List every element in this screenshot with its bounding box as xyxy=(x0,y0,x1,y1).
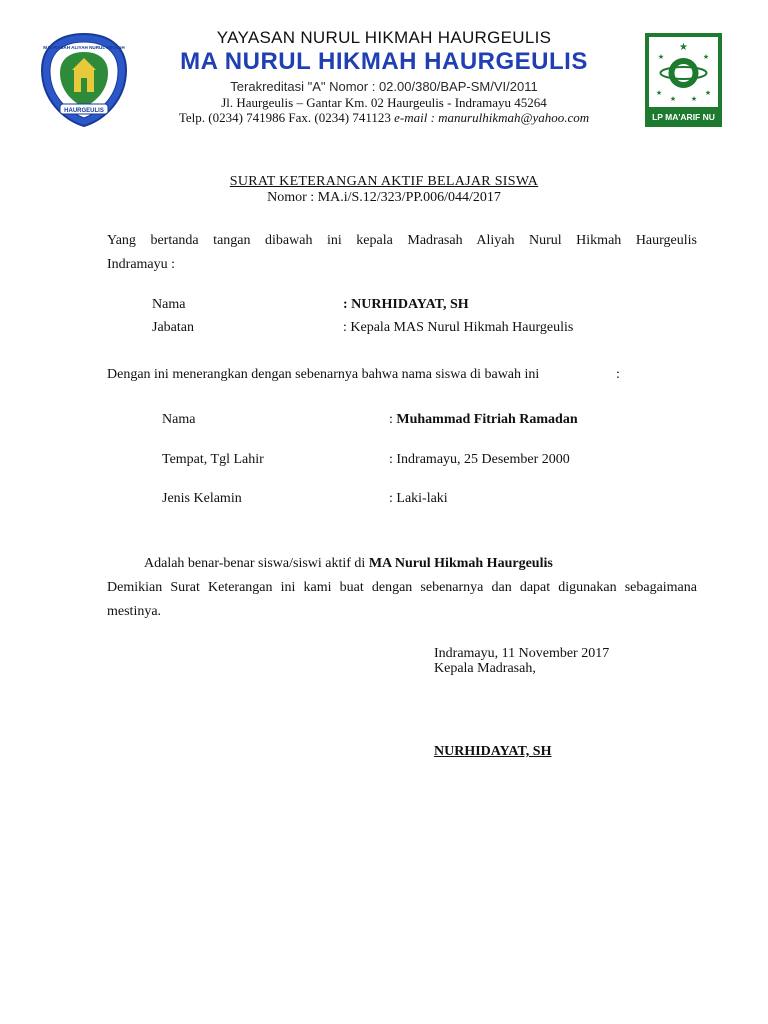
official-name-label: Nama xyxy=(152,297,186,312)
signer-title: Kepala Madrasah, xyxy=(434,661,536,676)
statement-colon: : xyxy=(616,367,620,382)
student-birth-label: Tempat, Tgl Lahir xyxy=(162,452,264,467)
official-position-label: Jabatan xyxy=(152,320,194,335)
active-school: MA Nurul Hikmah Haurgeulis xyxy=(368,556,553,571)
svg-text:★: ★ xyxy=(690,95,698,103)
signer-name: NURHIDAYAT, SH xyxy=(434,744,552,759)
place-date: Indramayu, 11 November 2017 xyxy=(434,646,610,661)
svg-text:★: ★ xyxy=(655,89,663,97)
student-name-value: Muhammad Fitriah Ramadan xyxy=(396,412,578,427)
accreditation: Terakreditasi "A" Nomor : 02.00/380/BAP-SM/VI/2011 xyxy=(230,79,538,94)
student-name-row: : Muhammad Fitriah Ramadan xyxy=(389,412,578,427)
address: Jl. Haurgeulis – Gantar Km. 02 Haurgeulis - Indramayu 45264 xyxy=(221,95,547,110)
svg-text:★: ★ xyxy=(679,42,688,53)
letter-title: SURAT KETERANGAN AKTIF BELAJAR SISWA xyxy=(229,174,539,189)
logo-arc-text: MADRASAH ALIYAH NURUL HIKMAH xyxy=(43,45,125,50)
email: e-mail : manurulhikmah@yahoo.com xyxy=(394,110,590,125)
phone-fax: Telp. (0234) 741986 Fax. (0234) 741123 xyxy=(178,110,395,125)
svg-text:★: ★ xyxy=(657,53,665,61)
maarif-label: LP MA'ARIF NU xyxy=(652,112,715,122)
student-birth-value: : Indramayu, 25 Desember 2000 xyxy=(389,452,570,467)
contact-line xyxy=(0,110,768,126)
school-name: MA NURUL HIKMAH HAURGEULIS xyxy=(180,48,588,75)
closing-paragraph: Demikian Surat Keterangan ini kami buat dengan sebenarnya dan dapat digunakan sebagaimana mestinya. xyxy=(107,580,697,619)
letter-number: Nomor : MA.i/S.12/323/PP.006/044/2017 xyxy=(267,190,501,205)
active-statement: Adalah benar-benar siswa/siswi aktif di MA Nurul Hikmah Haurgeulis xyxy=(144,556,553,571)
student-gender-value: : Laki-laki xyxy=(389,491,448,506)
statement: Dengan ini menerangkan dengan sebenarnya bahwa nama siswa di bawah ini xyxy=(107,367,540,382)
svg-text:★: ★ xyxy=(669,95,677,103)
intro-line-1: Yang bertanda tangan dibawah ini kepala Madrasah Aliyah Nurul Hikmah Haurgeulis xyxy=(107,233,697,248)
svg-text:★: ★ xyxy=(702,53,710,61)
student-name-label: Nama xyxy=(162,412,196,427)
official-name-value: : NURHIDAYAT, SH xyxy=(343,297,469,312)
svg-text:★: ★ xyxy=(704,89,712,97)
logo-ribbon-text: HAURGEULIS xyxy=(64,108,104,114)
official-position-value: : Kepala MAS Nurul Hikmah Haurgeulis xyxy=(343,320,574,335)
intro-line-2: Indramayu : xyxy=(107,257,176,272)
student-gender-label: Jenis Kelamin xyxy=(162,491,242,506)
foundation-name: YAYASAN NURUL HIKMAH HAURGEULIS xyxy=(216,28,552,47)
